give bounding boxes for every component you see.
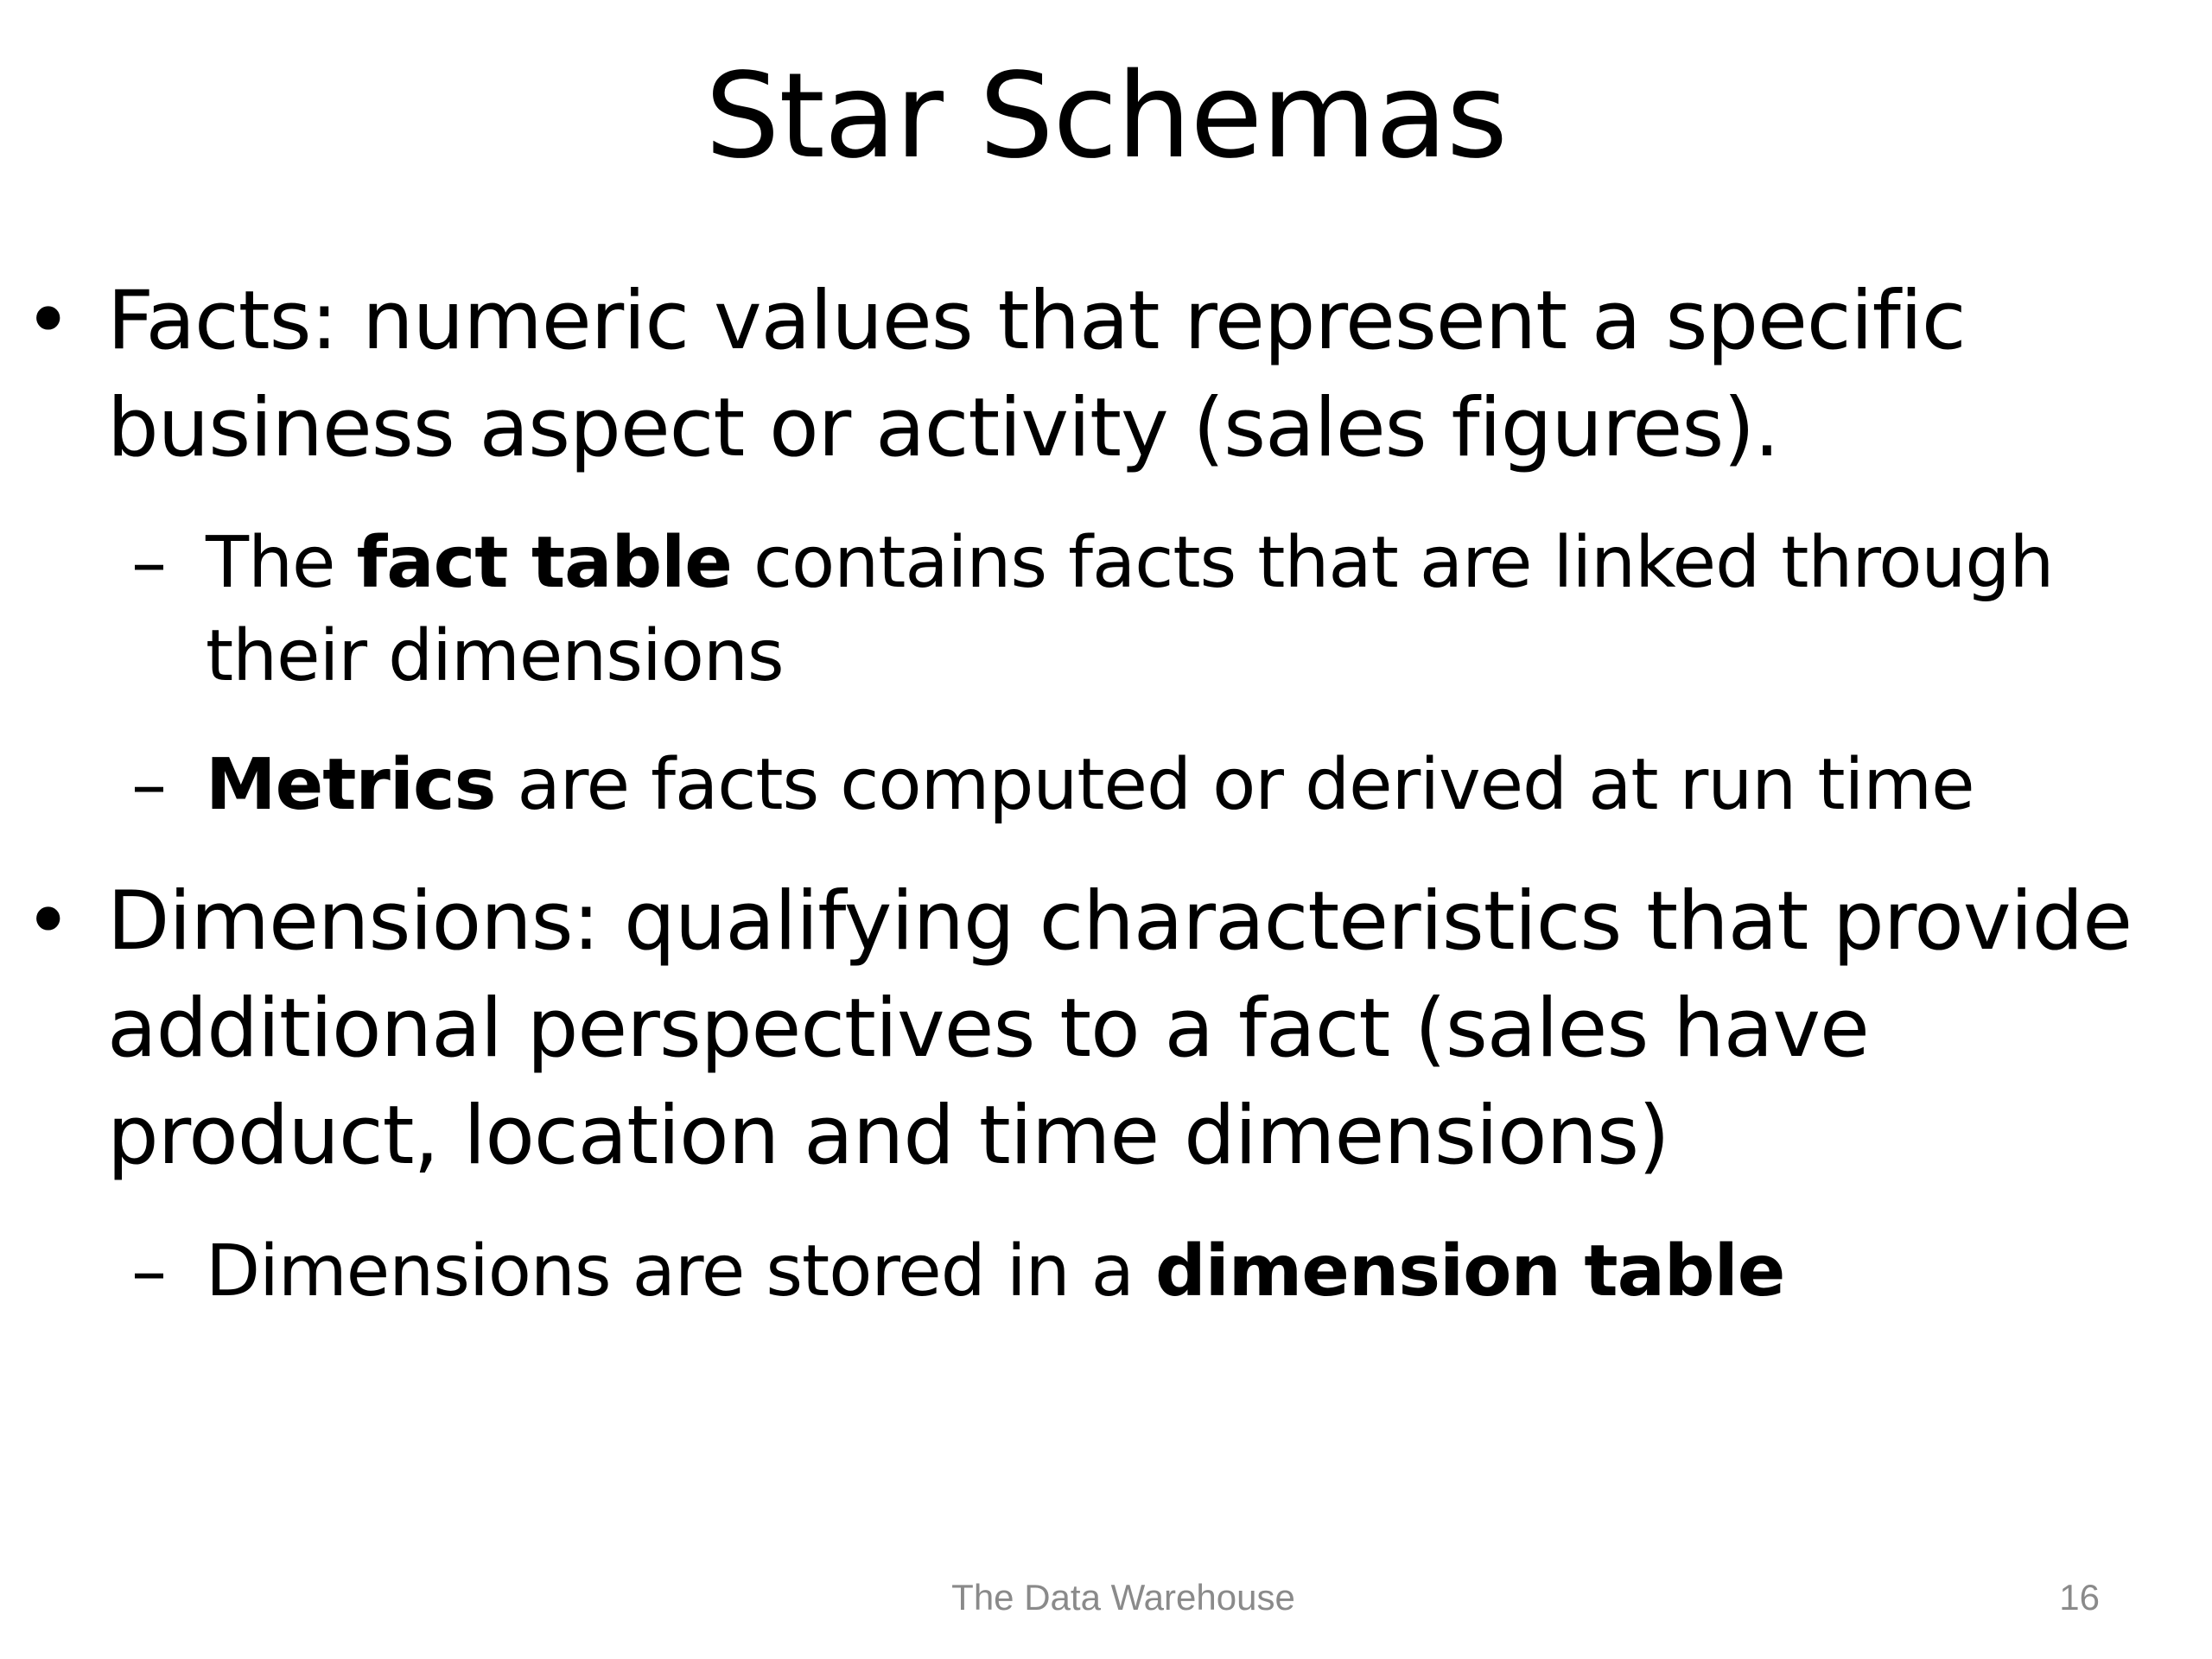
- sub-bullet-marker: –: [131, 744, 166, 826]
- sub-bullet-line: [206, 1225, 2193, 1319]
- sub-bullet-text: [206, 517, 2193, 703]
- bullet-line: additional perspectives to a fact (sales have: [107, 982, 1869, 1076]
- sub-bullet-line: [206, 739, 2193, 832]
- sub-bullet-text: [206, 1225, 2193, 1319]
- sub-bullet-marker: –: [131, 1230, 166, 1313]
- sub-bullet-marker: –: [131, 522, 166, 604]
- footer-title: The Data Warehouse: [951, 1577, 1295, 1618]
- sub-bullet-line: their dimensions: [206, 615, 784, 697]
- bold-term: Metrics: [206, 744, 496, 826]
- bullet-line: product, location and time dimensions): [107, 1089, 1669, 1183]
- text-run: Dimensions are stored in a: [206, 1230, 1155, 1313]
- text-run: contains facts that are linked through: [731, 522, 2054, 604]
- bullet-line: Dimensions: qualifying characteristics that provide: [107, 874, 2133, 969]
- bullet-text: [107, 868, 2198, 1190]
- bullet-line: business aspect or activity (sales figures).: [107, 381, 1779, 475]
- page-number: 16: [2059, 1577, 2100, 1618]
- text-run: The: [206, 522, 357, 604]
- sub-bullet-line: [206, 517, 2193, 610]
- sub-bullet-text: [206, 739, 2193, 832]
- bold-term: fact table: [356, 522, 732, 604]
- bullet-line: Facts: numeric values that represent a specific: [107, 274, 1966, 368]
- bullet-text: [107, 268, 2198, 482]
- text-run: are facts computed or derived at run time: [495, 744, 1974, 826]
- bold-term: dimension table: [1154, 1230, 1785, 1313]
- bullet-marker: •: [24, 274, 72, 368]
- bullet-marker: •: [24, 874, 72, 969]
- slide-title: Star Schemas: [705, 48, 1507, 185]
